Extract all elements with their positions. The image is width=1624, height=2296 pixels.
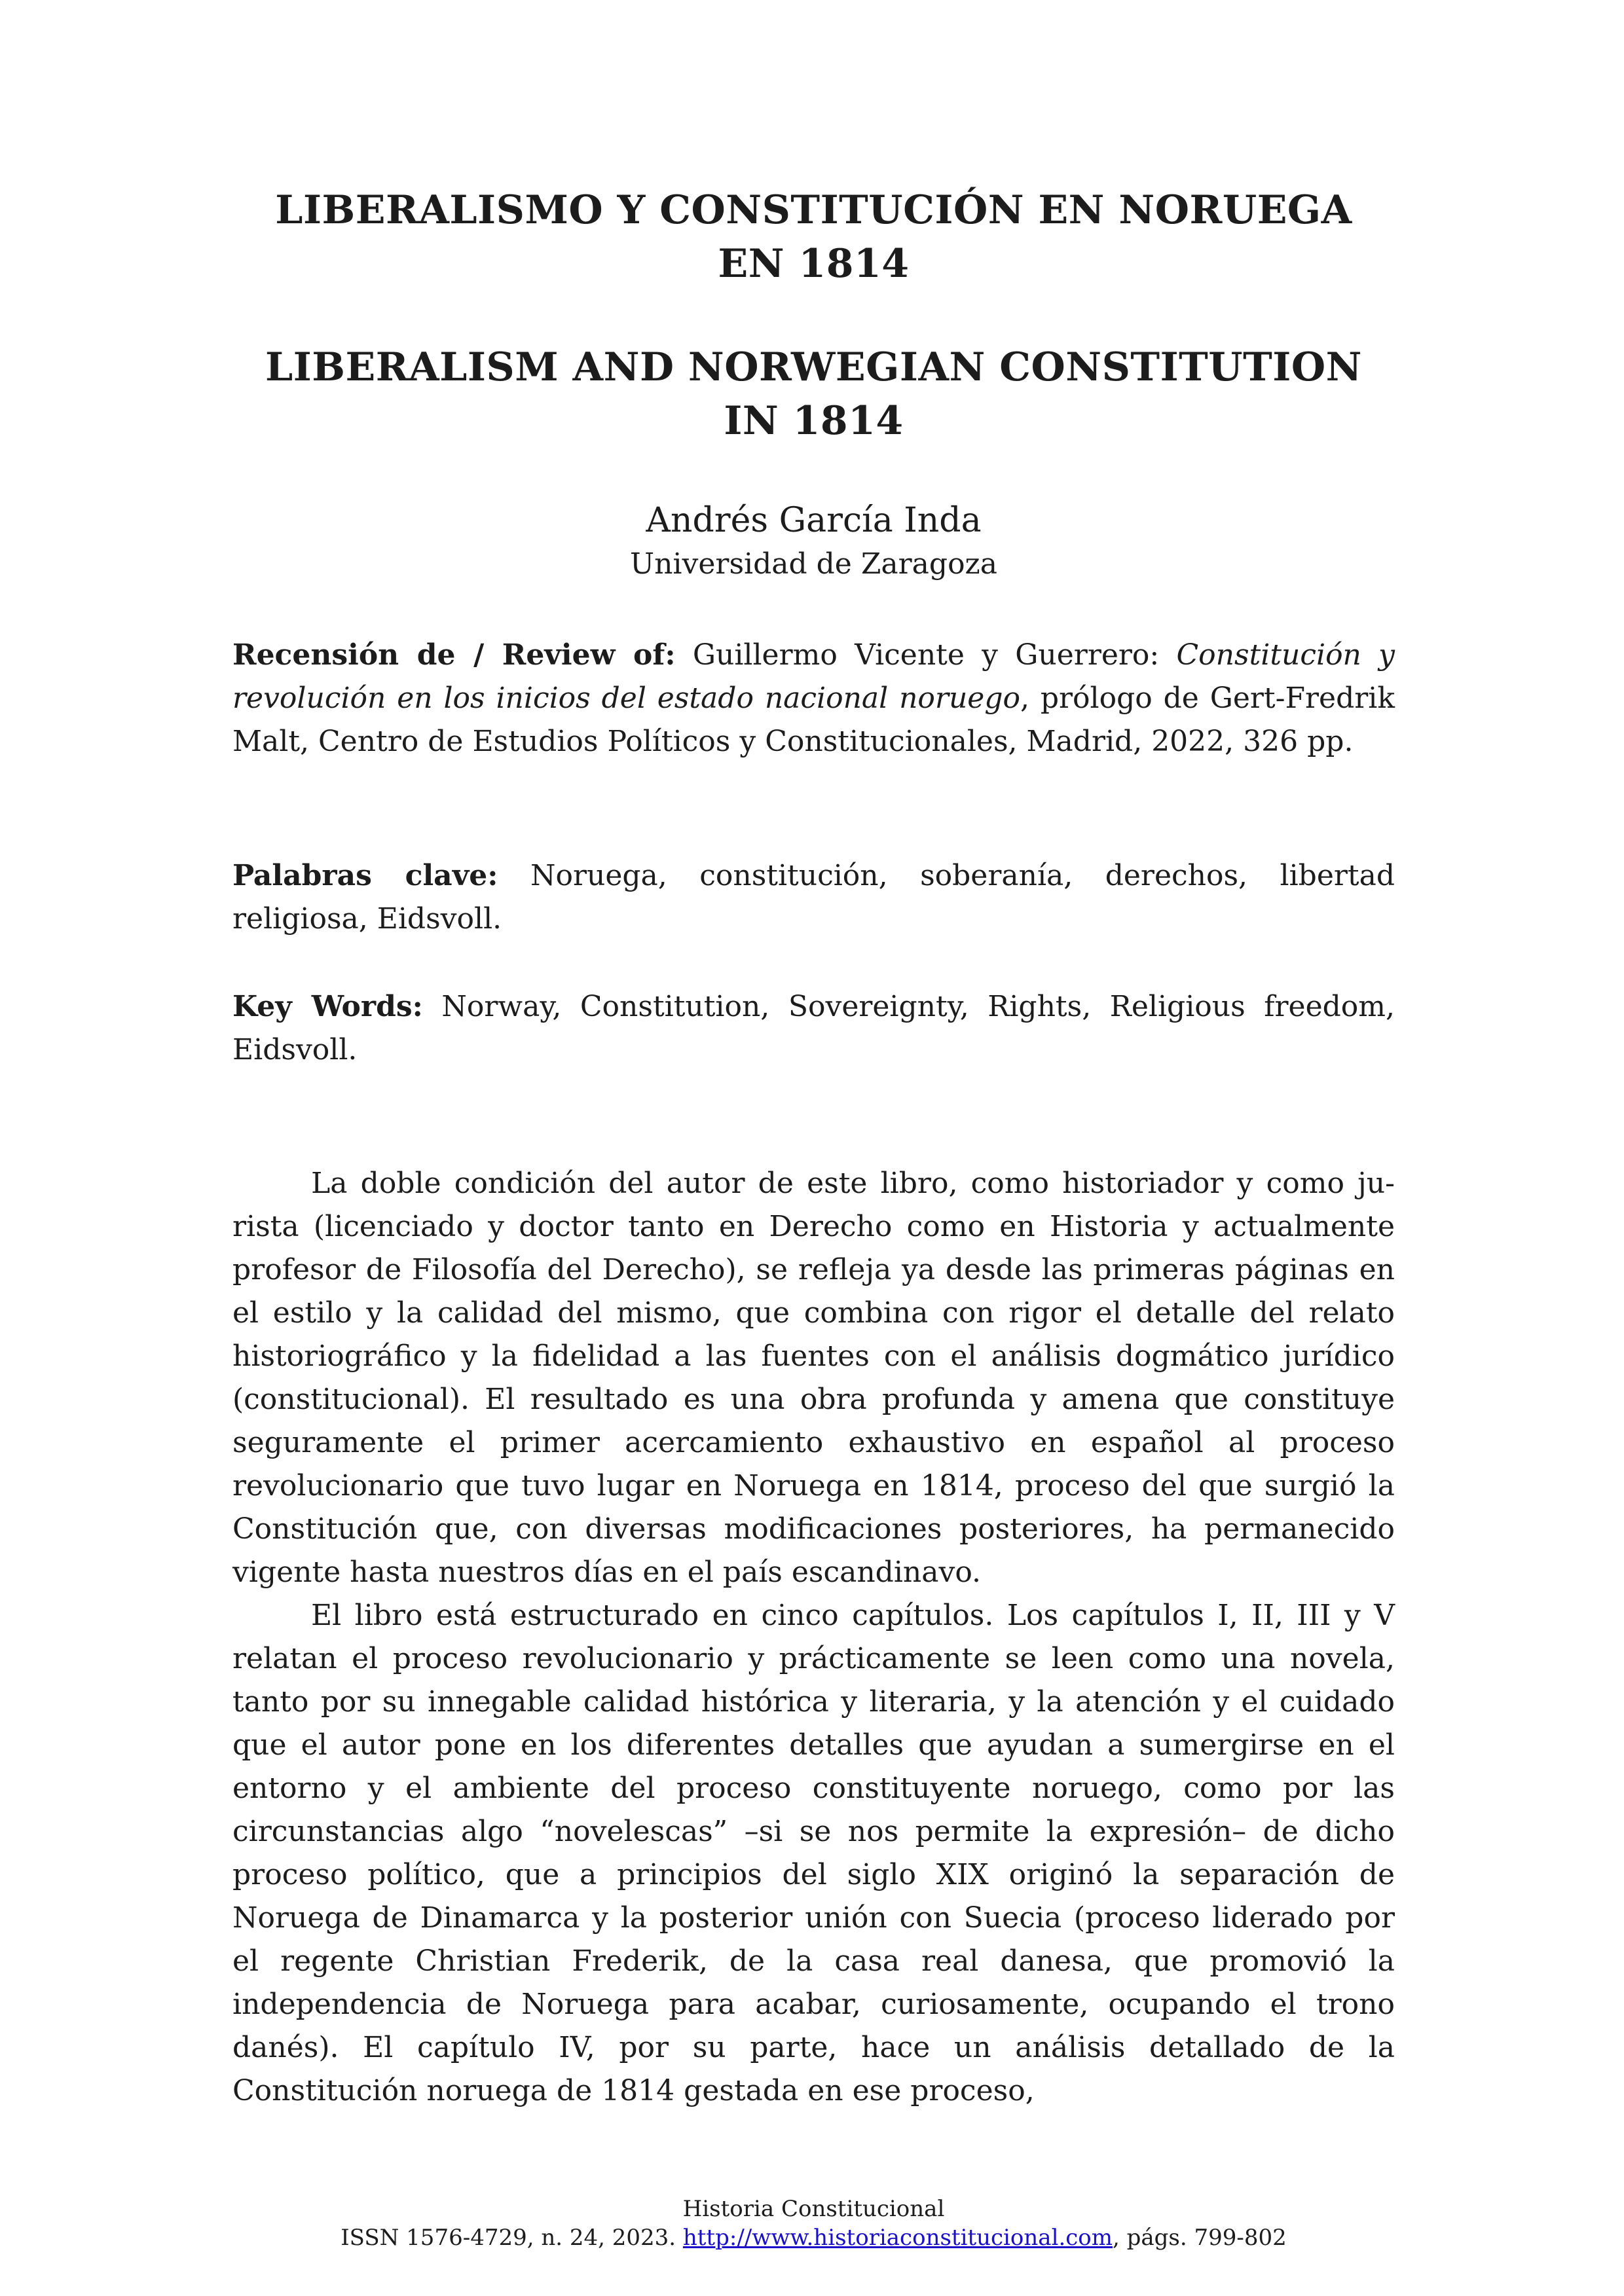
author-affiliation: Universidad de Zaragoza bbox=[630, 547, 997, 581]
reviewed-book-details: , prólogo de Gert-Fredrik Malt, Centro de Estudios Políticos y Constitucionales, Madrid, 2022, 326 pp. bbox=[232, 682, 1395, 758]
key-words-text: Norway, Constitution, Sovereignty, Rights, Religious freedom, Eidsvoll. bbox=[232, 990, 1395, 1066]
title-english-line-1: LIBERALISM AND NORWEGIAN CONSTITUTION bbox=[265, 344, 1362, 390]
title-english-line-2: IN 1814 bbox=[724, 398, 904, 444]
key-words-label: Key Words: bbox=[232, 990, 423, 1023]
reviewed-book-title: Constitución y revolución en los inicios del estado nacional noruego bbox=[232, 638, 1395, 715]
page-range: , págs. 799-802 bbox=[1113, 2225, 1287, 2251]
reviewed-book-author: Guillermo Vicente y Guerrero: bbox=[675, 638, 1177, 672]
journal-name: Historia Constitucional bbox=[682, 2196, 945, 2222]
title-spanish-line-2: EN 1814 bbox=[718, 241, 910, 287]
issn-info: ISSN 1576-4729, n. 24, 2023. bbox=[341, 2225, 683, 2251]
body-paragraph: El libro está estructurado en cinco capítulos. Los capítulos I, II, III y V relatan el proceso revolucionario y prácticamente se leen como una novela, tanto por su innegable calidad histórica y literaria, y la atención y el cuidado que el autor pone en los diferentes detalles que ayudan a sumergirse en el entorno y el ambiente del proceso constituyente noruego, como por las circunstancias algo “novelescas” –si se nos permite la expresión– de dicho proceso político, que a principios del siglo XIX originó la separación de Noruega de Dinamarca y la posterior unión con Suecia (proceso liderado por el regente Christian Frederik, de la casa real danesa, que promovió la independencia de Noruega para acabar, curiosamente, ocupando el trono danés). El capítulo IV, por su parte, hace un análisis detallado de la Constitución noruega de 1814 gestada en ese proceso, bbox=[232, 1599, 1395, 2107]
title-english bbox=[232, 340, 1395, 448]
key-words bbox=[232, 985, 1395, 1072]
title-spanish bbox=[232, 183, 1395, 291]
page-footer bbox=[232, 2195, 1395, 2252]
journal-website-link[interactable]: http://www.historiaconstitucional.com bbox=[682, 2225, 1113, 2251]
author-name: Andrés García Inda bbox=[646, 501, 982, 540]
journal-citation bbox=[232, 2223, 1395, 2252]
palabras-clave-label: Palabras clave: bbox=[232, 859, 498, 892]
review-label: Recensión de / Review of: bbox=[232, 638, 676, 672]
title-spanish-line-1: LIBERALISMO Y CONSTITUCIÓN EN NORUEGA bbox=[275, 187, 1352, 233]
palabras-clave bbox=[232, 854, 1395, 941]
review-reference bbox=[232, 634, 1395, 763]
body-paragraph: La doble condición del autor de este libro, como historiador y como jurista (licenciado y doctor tanto en Derecho como en Historia y actualmente profesor de Filosofía del Derecho), se refleja ya desde las primeras páginas en el estilo y la calidad del mismo, que combina con rigor el detalle del relato historiográfico y la fidelidad a las fuentes con el análisis dogmático jurídico (constitucional). El resultado es una obra profunda y amena que constituye seguramente el primer acercamiento exhaustivo en español al proceso revolucionario que tuvo lugar en Noruega en 1814, proceso del que surgió la Constitución que, con diversas modificaciones posteriores, ha permanecido vigente hasta nuestros días en el país escandinavo. bbox=[232, 1167, 1395, 1589]
body-text bbox=[232, 1162, 1395, 2113]
palabras-clave-text: Noruega, constitución, soberanía, derechos, libertad religiosa, Eidsvoll. bbox=[232, 859, 1395, 936]
